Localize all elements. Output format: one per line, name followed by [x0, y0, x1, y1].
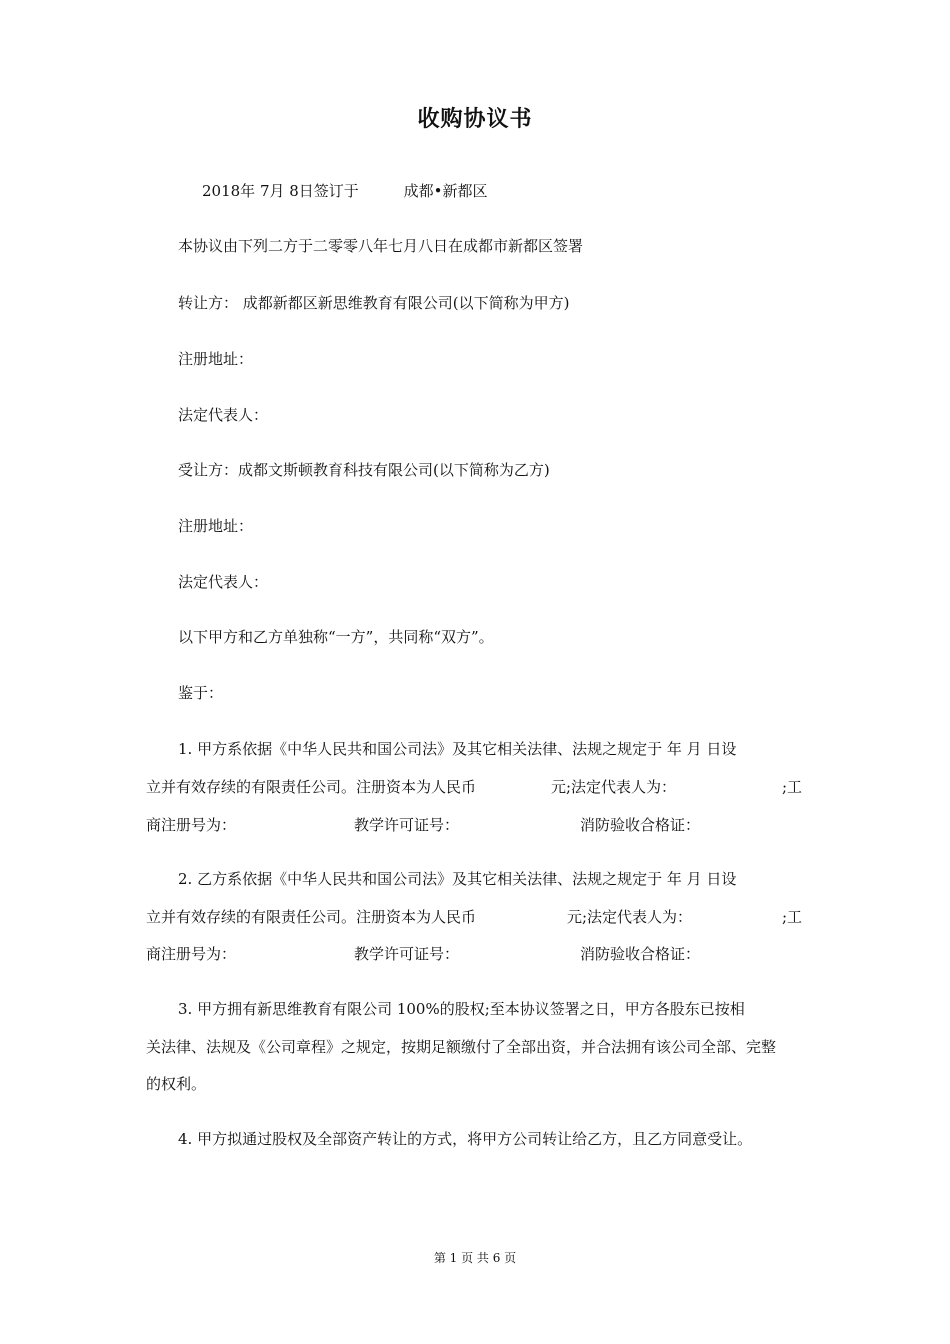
transferee-representative: 法定代表人：	[178, 573, 269, 591]
clause-1-capital-label: 立并有效存续的有限责任公司。注册资本为人民币	[146, 778, 477, 796]
transferor-address: 注册地址：	[178, 350, 254, 368]
transferor-line: 转让方： 成都新都区新思维教育有限公司(以下简称为甲方)	[178, 294, 570, 312]
transferee-address: 注册地址：	[178, 517, 254, 535]
clause-1-teaching-permit-label: 教学许可证号：	[354, 816, 460, 834]
sign-place: 成都•新都区	[403, 182, 488, 200]
clause-3-line-3: 的权利。	[146, 1075, 207, 1093]
parties-note: 以下甲方和乙方单独称“一方”，共同称“双方”。	[178, 628, 494, 646]
clause-2-capital-label: 立并有效存续的有限责任公司。注册资本为人民币	[146, 908, 477, 926]
clause-1-business-reg-label: 商注册号为：	[146, 816, 237, 834]
clause-2-line-end: ;工	[782, 908, 803, 926]
clause-1-line-1: 1. 甲方系依据《中华人民共和国公司法》及其它相关法律、法规之规定于 年 月 日设	[178, 740, 737, 758]
clause-2-fire-cert-label: 消防验收合格证：	[580, 945, 701, 963]
clause-2-line-1: 2. 乙方系依据《中华人民共和国公司法》及其它相关法律、法规之规定于 年 月 日设	[178, 870, 737, 888]
clause-2-rep-label: 元;法定代表人为：	[567, 908, 693, 926]
transferee-line: 受让方：成都文斯顿教育科技有限公司(以下简称为乙方)	[178, 461, 550, 479]
clause-3-line-1: 3. 甲方拥有新思维教育有限公司 100%的股权;至本协议签署之日，甲方各股东已按相	[178, 1000, 745, 1018]
clause-4: 4. 甲方拟通过股权及全部资产转让的方式，将甲方公司转让给乙方，且乙方同意受让。	[178, 1130, 753, 1148]
transferor-representative: 法定代表人：	[178, 406, 269, 424]
intro-paragraph: 本协议由下列二方于二零零八年七月八日在成都市新都区签署	[178, 237, 584, 255]
clause-1-fire-cert-label: 消防验收合格证：	[580, 816, 701, 834]
clause-2-teaching-permit-label: 教学许可证号：	[354, 945, 460, 963]
page-footer: 第 1 页 共 6 页	[433, 1251, 517, 1265]
whereas-heading: 鉴于：	[178, 684, 224, 702]
clause-1-rep-label: 元;法定代表人为：	[551, 778, 677, 796]
sign-date: 2018年 7月 8日签订于	[202, 182, 359, 200]
signing-line	[202, 180, 487, 201]
document-title: 收购协议书	[417, 107, 533, 132]
clause-1-line-end: ;工	[782, 778, 803, 796]
clause-3-line-2: 关法律、法规及《公司章程》之规定，按期足额缴付了全部出资，并合法拥有该公司全部、完整	[146, 1038, 777, 1056]
clause-2-business-reg-label: 商注册号为：	[146, 945, 237, 963]
